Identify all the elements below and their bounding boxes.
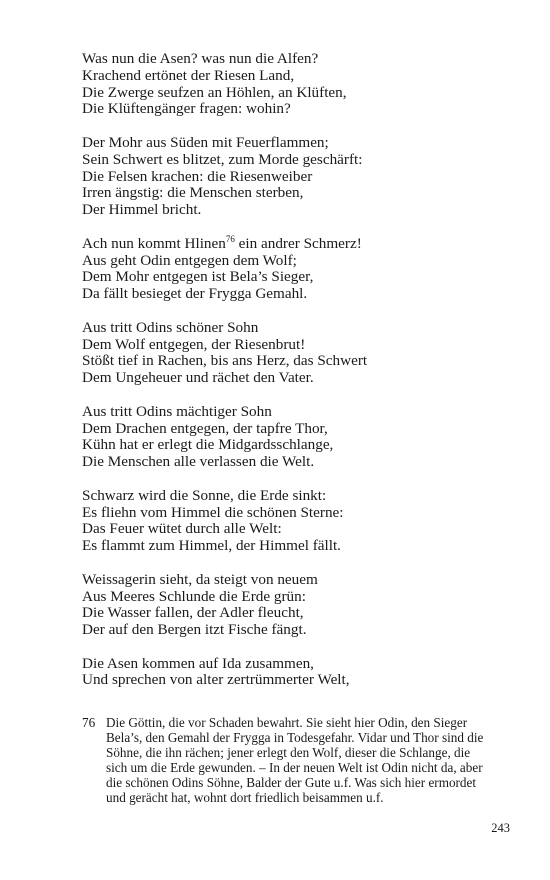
stanza-2 [82, 135, 512, 219]
footnote-line: sich um die Erde gewunden. – In der neuen Welt ist Odin nicht da, aber [106, 759, 483, 775]
page-number: 243 [491, 821, 510, 835]
verse-line: Die Asen kommen auf Ida zusammen, [82, 654, 314, 672]
verse-line: Dem Ungeheuer und rächet den Vater. [82, 369, 314, 387]
verse-line: Der Himmel bricht. [82, 201, 202, 219]
verse-line: Sein Schwert es blitzet, zum Morde geschärft: [82, 150, 363, 168]
footnote-line: Die Göttin, die vor Schaden bewahrt. Sie sieht hier Odin, den Sieger [106, 715, 468, 730]
verse-text: Ach nun kommt Hlinen [82, 234, 226, 252]
verse-text: ein andrer Schmerz! [234, 234, 362, 252]
stanza-7 [82, 572, 512, 639]
verse-line: Das Feuer wütet durch alle Welt: [82, 520, 282, 538]
verse-line: Schwarz wird die Sonne, die Erde sinkt: [82, 486, 327, 504]
verse-line: Die Zwerge seufzen an Höhlen, an Klüften, [82, 83, 347, 101]
verse-line: Dem Drachen entgegen, der tapfre Thor, [82, 419, 328, 437]
verse-line: Aus tritt Odins mächtiger Sohn [82, 402, 272, 420]
footnote-number: 76 [82, 715, 96, 730]
footnote-line: Söhne, die ihn rächen; jener erlegt den Wolf, dieser die Schlange, die [106, 744, 471, 760]
stanza-5 [82, 404, 512, 471]
verse-line: Irren ängstig: die Menschen sterben, [82, 184, 304, 202]
verse-line-with-footnote [82, 233, 512, 253]
verse-line: Es fliehn vom Himmel die schönen Sterne: [82, 503, 344, 521]
verse-line: Kühn hat er erlegt die Midgardsschlange, [82, 436, 334, 454]
stanza-8 [82, 656, 512, 690]
verse-line: Die Menschen alle verlassen die Welt. [82, 453, 315, 471]
footnote [82, 716, 510, 805]
footnote-line: Bela’s, den Gemahl der Frygga in Todesgefahr. Vidar und Thor sind die [106, 729, 484, 745]
verse-line: Es flammt zum Himmel, der Himmel fällt. [82, 537, 341, 555]
verse-line: Dem Wolf entgegen, der Riesenbrut! [82, 335, 306, 353]
verse-line: Der Mohr aus Süden mit Feuerflammen; [82, 133, 329, 151]
footnote-reference[interactable]: 76 [225, 233, 235, 244]
stanza-4 [82, 320, 512, 387]
footnote-line: und gerächt hat, wohnt dort friedlich beisammen u.f. [106, 789, 384, 805]
verse-line: Aus Meeres Schlunde die Erde grün: [82, 587, 306, 605]
verse-line: Die Klüftengänger fragen: wohin? [82, 100, 291, 118]
stanza-6 [82, 488, 512, 555]
verse-line: Was nun die Asen? was nun die Alfen? [82, 50, 319, 67]
verse-line: Aus geht Odin entgegen dem Wolf; [82, 251, 297, 269]
verse-line: Weissagerin sieht, da steigt von neuem [82, 570, 318, 588]
verse-line: Dem Mohr entgegen ist Bela’s Sieger, [82, 268, 314, 286]
footnote-text [106, 716, 510, 805]
verse-line: Die Wasser fallen, der Adler fleucht, [82, 604, 304, 622]
verse-line: Und sprechen von alter zertrümmerter Welt, [82, 671, 350, 689]
stanza-3 [82, 233, 512, 303]
footnote-line: die schönen Odins Söhne, Balder der Gute u.f. Was sich hier ermordet [106, 774, 477, 790]
verse-line: Aus tritt Odins schöner Sohn [82, 318, 259, 336]
verse-line: Stößt tief in Rachen, bis ans Herz, das Schwert [82, 352, 368, 370]
verse-line: Die Felsen krachen: die Riesenweiber [82, 167, 313, 185]
verse-line: Der auf den Bergen itzt Fische fängt. [82, 621, 307, 639]
stanza-1 [82, 51, 512, 118]
poem [82, 51, 512, 689]
verse-line: Krachend ertönet der Riesen Land, [82, 66, 295, 84]
verse-line: Da fällt besieget der Frygga Gemahl. [82, 285, 308, 303]
